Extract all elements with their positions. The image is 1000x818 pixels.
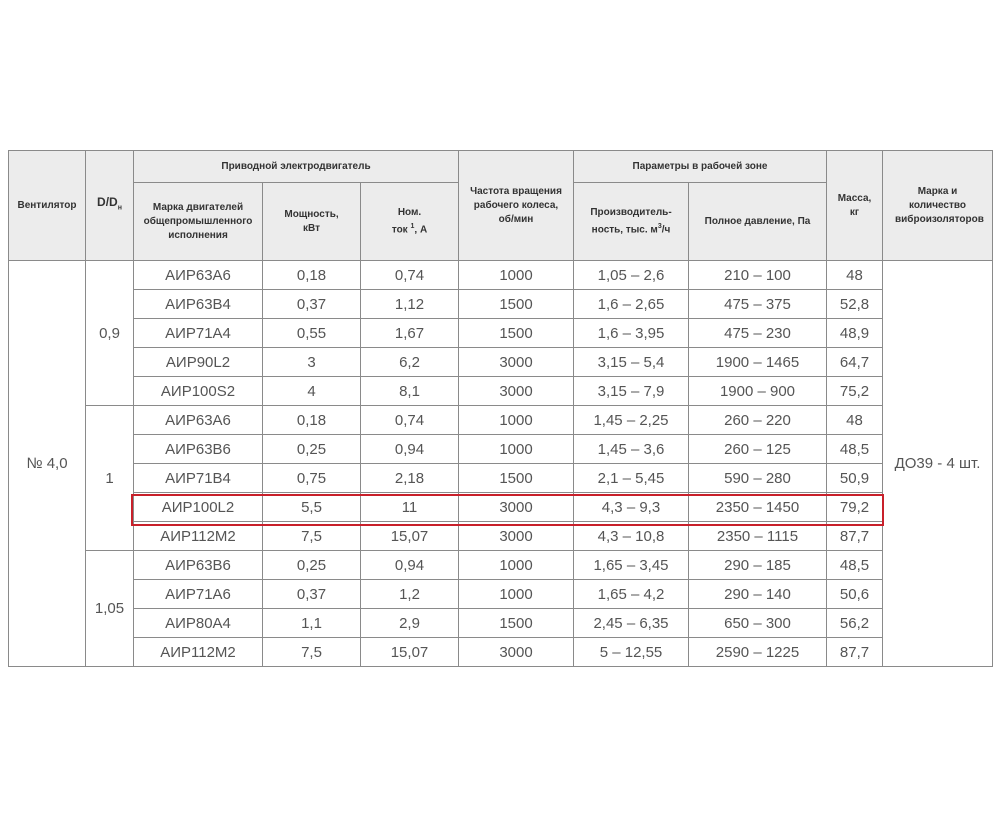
power-cell: 0,37 [263, 290, 361, 319]
header-power: Мощность, кВт [263, 183, 361, 261]
flow-cell: 1,45 – 2,25 [574, 406, 689, 435]
motor-brand-cell: АИР63В4 [134, 290, 263, 319]
motor-brand-cell: АИР63А6 [134, 261, 263, 290]
current-cell: 0,74 [361, 406, 459, 435]
header-ratio-sub: н [117, 204, 122, 212]
flow-cell: 1,65 – 4,2 [574, 580, 689, 609]
header-current [361, 183, 459, 261]
current-cell: 15,07 [361, 638, 459, 667]
current-cell: 2,18 [361, 464, 459, 493]
table-row [9, 493, 993, 522]
pressure-cell: 290 – 185 [689, 551, 827, 580]
flow-cell: 2,45 – 6,35 [574, 609, 689, 638]
rpm-cell: 1000 [459, 435, 574, 464]
pressure-cell: 475 – 230 [689, 319, 827, 348]
power-cell: 0,75 [263, 464, 361, 493]
table-row [9, 319, 993, 348]
current-cell: 1,67 [361, 319, 459, 348]
motor-brand-cell: АИР90L2 [134, 348, 263, 377]
ratio-cell: 1 [86, 406, 134, 551]
mass-cell: 64,7 [827, 348, 883, 377]
header-ratio-text: D/D [97, 195, 118, 210]
power-cell: 0,25 [263, 551, 361, 580]
header-rpm: Частота вращения рабочего колеса, об/мин [459, 151, 574, 261]
power-cell: 1,1 [263, 609, 361, 638]
current-cell: 15,07 [361, 522, 459, 551]
pressure-cell: 2590 – 1225 [689, 638, 827, 667]
flow-cell: 1,05 – 2,6 [574, 261, 689, 290]
rpm-cell: 3000 [459, 348, 574, 377]
isolators-cell: ДО39 - 4 шт. [883, 261, 993, 667]
fan-cell: № 4,0 [9, 261, 86, 667]
header-flow-text: Производитель-ность, тыс. м [590, 206, 672, 236]
rpm-cell: 1500 [459, 464, 574, 493]
rpm-cell: 1000 [459, 580, 574, 609]
pressure-cell: 260 – 125 [689, 435, 827, 464]
mass-cell: 52,8 [827, 290, 883, 319]
flow-cell: 4,3 – 9,3 [574, 493, 689, 522]
motor-brand-cell: АИР71А4 [134, 319, 263, 348]
mass-cell: 48,5 [827, 551, 883, 580]
pressure-cell: 475 – 375 [689, 290, 827, 319]
pressure-cell: 1900 – 1465 [689, 348, 827, 377]
table-row [9, 290, 993, 319]
current-cell: 1,2 [361, 580, 459, 609]
motor-brand-cell: АИР63А6 [134, 406, 263, 435]
table-row [9, 406, 993, 435]
rpm-cell: 1000 [459, 406, 574, 435]
header-flow-sup: 3 [657, 222, 662, 230]
motor-brand-cell: АИР112М2 [134, 522, 263, 551]
mass-cell: 75,2 [827, 377, 883, 406]
flow-cell: 5 – 12,55 [574, 638, 689, 667]
pressure-cell: 210 – 100 [689, 261, 827, 290]
header-isolators: Марка и количество виброизоляторов [883, 151, 993, 261]
mass-cell: 87,7 [827, 638, 883, 667]
flow-cell: 1,45 – 3,6 [574, 435, 689, 464]
flow-cell: 2,1 – 5,45 [574, 464, 689, 493]
power-cell: 7,5 [263, 522, 361, 551]
pressure-cell: 260 – 220 [689, 406, 827, 435]
mass-cell: 50,6 [827, 580, 883, 609]
header-flow-unit: /ч [661, 224, 671, 236]
rpm-cell: 3000 [459, 522, 574, 551]
header-current-text: Ном. ток [391, 206, 422, 236]
flow-cell: 1,6 – 2,65 [574, 290, 689, 319]
motor-brand-cell: АИР63В6 [134, 435, 263, 464]
mass-cell: 56,2 [827, 609, 883, 638]
current-cell: 0,94 [361, 435, 459, 464]
mass-cell: 50,9 [827, 464, 883, 493]
motor-brand-cell: АИР63В6 [134, 551, 263, 580]
header-ratio [86, 151, 134, 261]
power-cell: 7,5 [263, 638, 361, 667]
header-current-unit: , А [414, 224, 428, 236]
header-motor-brand: Марка двигателей общепромышленного исполнения [134, 183, 263, 261]
current-cell: 11 [361, 493, 459, 522]
current-cell: 6,2 [361, 348, 459, 377]
table-row [9, 377, 993, 406]
header-motor-group: Приводной электродвигатель [134, 151, 459, 183]
motor-brand-cell: АИР100S2 [134, 377, 263, 406]
power-cell: 0,25 [263, 435, 361, 464]
power-cell: 5,5 [263, 493, 361, 522]
table-row [9, 551, 993, 580]
rpm-cell: 1500 [459, 319, 574, 348]
motor-brand-cell: АИР100L2 [134, 493, 263, 522]
pressure-cell: 2350 – 1450 [689, 493, 827, 522]
table-row [9, 609, 993, 638]
rpm-cell: 1000 [459, 261, 574, 290]
header-current-note: 1 [410, 222, 415, 230]
flow-cell: 3,15 – 7,9 [574, 377, 689, 406]
header-work-group: Параметры в рабочей зоне [574, 151, 827, 183]
table-row [9, 348, 993, 377]
header-flow [574, 183, 689, 261]
rpm-cell: 3000 [459, 638, 574, 667]
pressure-cell: 590 – 280 [689, 464, 827, 493]
current-cell: 8,1 [361, 377, 459, 406]
header-mass: Масса, кг [827, 151, 883, 261]
power-cell: 0,18 [263, 261, 361, 290]
rpm-cell: 1000 [459, 551, 574, 580]
flow-cell: 1,6 – 3,95 [574, 319, 689, 348]
table-row [9, 464, 993, 493]
rpm-cell: 3000 [459, 493, 574, 522]
motor-brand-cell: АИР71А6 [134, 580, 263, 609]
power-cell: 0,37 [263, 580, 361, 609]
table-row [9, 435, 993, 464]
motor-brand-cell: АИР112М2 [134, 638, 263, 667]
header-fan: Вентилятор [9, 151, 86, 261]
pressure-cell: 2350 – 1115 [689, 522, 827, 551]
mass-cell: 48,5 [827, 435, 883, 464]
pressure-cell: 1900 – 900 [689, 377, 827, 406]
current-cell: 1,12 [361, 290, 459, 319]
power-cell: 4 [263, 377, 361, 406]
rpm-cell: 1500 [459, 609, 574, 638]
rpm-cell: 1500 [459, 290, 574, 319]
current-cell: 2,9 [361, 609, 459, 638]
table-row [9, 580, 993, 609]
mass-cell: 48,9 [827, 319, 883, 348]
current-cell: 0,74 [361, 261, 459, 290]
table-row [9, 522, 993, 551]
mass-cell: 79,2 [827, 493, 883, 522]
ratio-cell: 1,05 [86, 551, 134, 667]
ratio-cell: 0,9 [86, 261, 134, 406]
mass-cell: 48 [827, 261, 883, 290]
power-cell: 0,18 [263, 406, 361, 435]
mass-cell: 87,7 [827, 522, 883, 551]
motor-brand-cell: АИР80А4 [134, 609, 263, 638]
motor-brand-cell: АИР71В4 [134, 464, 263, 493]
current-cell: 0,94 [361, 551, 459, 580]
pressure-cell: 650 – 300 [689, 609, 827, 638]
flow-cell: 1,65 – 3,45 [574, 551, 689, 580]
flow-cell: 4,3 – 10,8 [574, 522, 689, 551]
mass-cell: 48 [827, 406, 883, 435]
rpm-cell: 3000 [459, 377, 574, 406]
fan-specs-table [8, 150, 993, 667]
pressure-cell: 290 – 140 [689, 580, 827, 609]
table-row [9, 261, 993, 290]
table-row [9, 638, 993, 667]
header-pressure: Полное давление, Па [689, 183, 827, 261]
table-body [9, 261, 993, 667]
power-cell: 3 [263, 348, 361, 377]
power-cell: 0,55 [263, 319, 361, 348]
flow-cell: 3,15 – 5,4 [574, 348, 689, 377]
